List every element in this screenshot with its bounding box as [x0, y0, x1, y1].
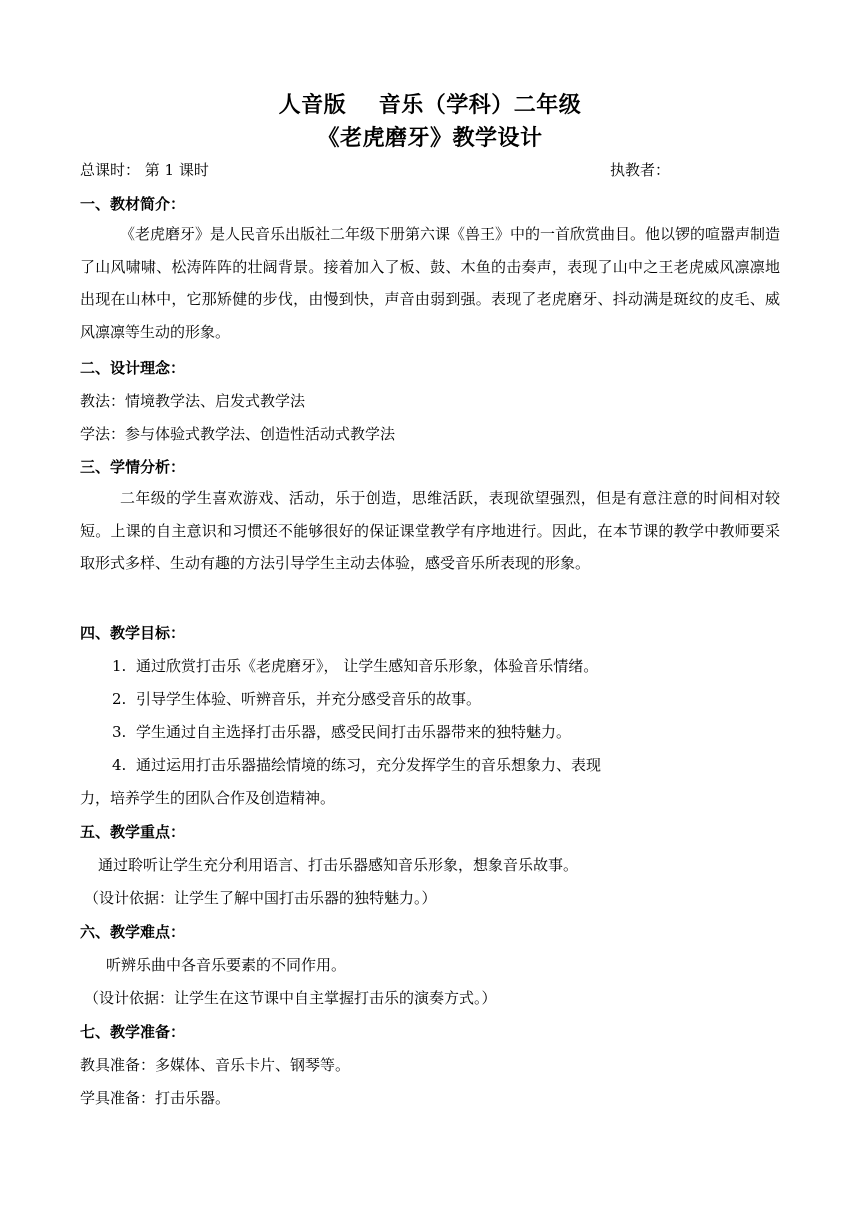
teacher-tools: 教具准备：多媒体、音乐卡片、钢琴等。 — [80, 1056, 351, 1074]
key-points-text: 通过聆听让学生充分利用语言、打击乐器感知音乐形象，想象音乐故事。 — [98, 856, 579, 874]
objective-text: 引导学生体验、听辨音乐，并充分感受音乐的故事。 — [136, 690, 482, 708]
objective-number: 1. — [112, 657, 127, 675]
section-heading-analysis: 三、学情分析： — [80, 458, 186, 476]
objective-item — [112, 755, 601, 775]
difficulties-basis: （设计依据：让学生在这节课中自主掌握打击乐的演奏方式。） — [84, 989, 497, 1007]
teaching-method: 教法：情境教学法、启发式教学法 — [80, 392, 306, 410]
section-heading-objectives: 四、教学目标： — [80, 624, 186, 642]
objective-item4-continued: 力，培养学生的团队合作及创造精神。 — [80, 789, 336, 807]
total-hours: 总课时： 第 1 课时 — [80, 161, 209, 179]
section-heading-difficulties: 六、教学难点： — [80, 923, 186, 941]
intro-paragraph-text: 《老虎磨牙》是人民音乐出版社二年级下册第六课《兽王》中的一首欣赏曲目。他以锣的喧嚣声制造了山风啸啸、松涛阵阵的壮阔背景。接着加入了板、鼓、木鱼的击奏声，表现了山中之王老虎威风凛凛地出现在山林中，它那矫健的步伐，由慢到快，声音由弱到强。表现了老虎磨牙、抖动满是斑纹的皮毛、威风凛凛等生动的形象。 — [80, 225, 781, 341]
objective-number: 3. — [112, 723, 127, 741]
document-title-line1: 人音版 音乐（学科）二年级 — [278, 93, 582, 118]
objective-text: 学生通过自主选择打击乐器，感受民间打击乐器带来的独特魅力。 — [136, 723, 572, 741]
difficulties-text: 听辨乐曲中各音乐要素的不同作用。 — [106, 956, 347, 974]
section-heading-concept: 二、设计理念： — [80, 359, 186, 377]
intro-paragraph — [80, 218, 780, 348]
section-heading-key-points: 五、教学重点： — [80, 823, 186, 841]
objective-item — [112, 689, 481, 709]
objective-text: 通过运用打击乐器描绘情境的练习，充分发挥学生的音乐想象力、表现 — [136, 756, 602, 774]
key-points-basis: （设计依据：让学生了解中国打击乐器的独特魅力。） — [84, 889, 437, 907]
analysis-paragraph — [80, 482, 780, 580]
objective-text: 通过欣赏打击乐《老虎磨牙》， 让学生感知音乐形象，体验音乐情绪。 — [136, 657, 599, 675]
objective-item — [112, 722, 571, 742]
section-heading-intro: 一、教材简介： — [80, 195, 186, 213]
section-heading-preparation: 七、教学准备： — [80, 1023, 186, 1041]
learning-method: 学法：参与体验式教学法、创造性活动式教学法 — [80, 425, 396, 443]
objective-number: 2. — [112, 690, 127, 708]
student-tools: 学具准备：打击乐器。 — [80, 1089, 231, 1107]
analysis-paragraph-text: 二年级的学生喜欢游戏、活动，乐于创造，思维活跃，表现欲望强烈，但是有意注意的时间相对较短。上课的自主意识和习惯还不能够很好的保证课堂教学有序地进行。因此，在本节课的教学中教师要采取形式多样、生动有趣的方法引导学生主动去体验，感受音乐所表现的形象。 — [80, 489, 780, 572]
objective-item — [112, 656, 598, 676]
objective-number: 4. — [112, 756, 127, 774]
document-title-line2: 《老虎磨牙》教学设计 — [317, 126, 543, 151]
teacher-label: 执教者： — [610, 161, 671, 179]
